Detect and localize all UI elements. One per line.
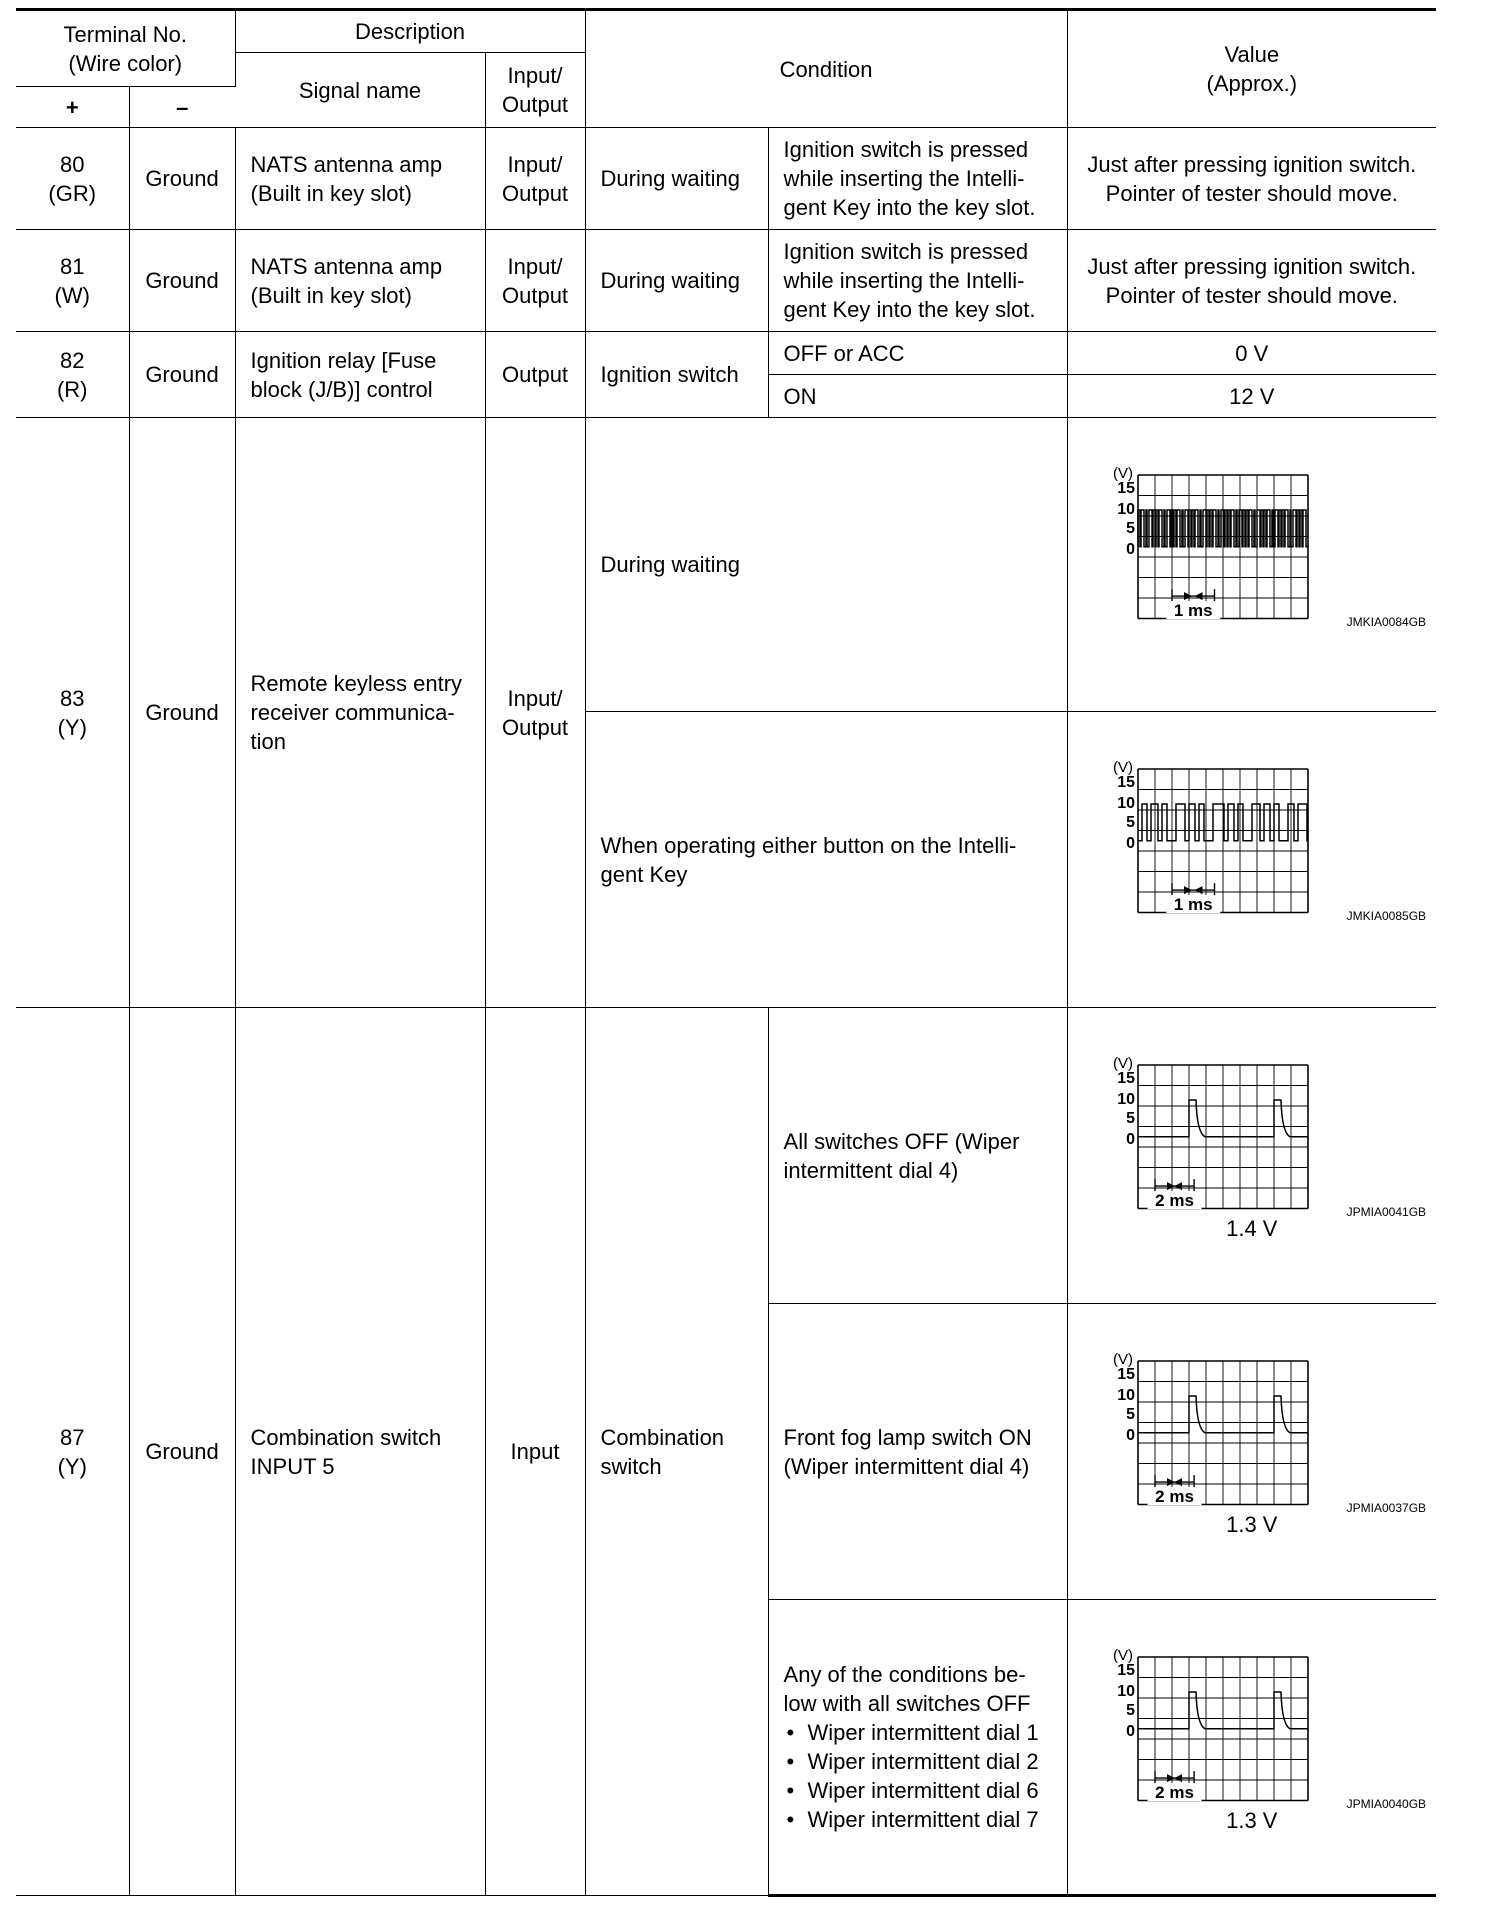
condition-cell: During waiting (585, 230, 768, 332)
figure-label: JPMIA0040GB (1346, 1797, 1427, 1811)
oscilloscope-graph (1108, 1645, 1338, 1820)
y-tick-label: 10 (1116, 1091, 1135, 1108)
y-tick-label: 10 (1116, 501, 1135, 518)
condition-intro: Any of the conditions be- low with all switches OFF (783, 1662, 1031, 1716)
ground-cell: Ground (129, 230, 235, 332)
time-scale-label: 1 ms (1173, 601, 1213, 621)
waveform-2ms-dial (1108, 1645, 1338, 1820)
y-tick-label: 0 (1125, 1427, 1135, 1444)
value-cell: 0 V (1067, 332, 1436, 375)
waveform-cell (1067, 712, 1436, 1008)
subcondition-cell: Front fog lamp switch ON (Wiper intermittent dial 4) (768, 1304, 1067, 1600)
oscilloscope-graph (1108, 1349, 1338, 1524)
table-row (16, 332, 1436, 375)
axis-unit-label: (V) (1112, 1055, 1133, 1072)
subcondition-cell: ON (768, 375, 1067, 418)
terminal-cell: 83 (Y) (16, 418, 129, 1008)
value-cell: Just after pressing ignition switch. Pointer of tester should move. (1067, 128, 1436, 230)
signal-cell: NATS antenna amp (Built in key slot) (235, 230, 485, 332)
table-row (16, 1008, 1436, 1304)
waveform-cell (1067, 418, 1436, 712)
time-marker-arrow (1184, 592, 1192, 600)
voltage-value: 1.4 V (1226, 1216, 1278, 1241)
header-minus: – (129, 87, 235, 128)
time-scale-label: 2 ms (1154, 1191, 1194, 1211)
voltage-value: 1.3 V (1226, 1512, 1278, 1537)
header-condition: Condition (585, 10, 1067, 128)
header-plus: + (16, 87, 129, 128)
waveform-cell (1067, 1008, 1436, 1304)
io-cell: Input (485, 1008, 585, 1896)
oscilloscope-graph (1108, 463, 1338, 638)
y-tick-label: 5 (1125, 1702, 1135, 1719)
condition-list (784, 1718, 1052, 1834)
value-cell: Just after pressing ignition switch. Pointer of tester should move. (1067, 230, 1436, 332)
axis-unit-label: (V) (1112, 1351, 1133, 1368)
y-tick-label: 15 (1116, 1662, 1135, 1679)
subcondition-cell: OFF or ACC (768, 332, 1067, 375)
terminal-cell: 87 (Y) (16, 1008, 129, 1896)
io-cell: Output (485, 332, 585, 418)
header-signal-name: Signal name (235, 53, 485, 128)
list-item: • Wiper intermittent dial 7 (784, 1805, 1052, 1834)
figure-label: JMKIA0084GB (1346, 615, 1427, 629)
io-cell: Input/ Output (485, 418, 585, 1008)
time-marker-arrow (1174, 1774, 1182, 1782)
header-value: Value (Approx.) (1067, 10, 1436, 128)
subcondition-cell: Ignition switch is pressed while inserting the Intelli- gent Key into the key slot. (768, 230, 1067, 332)
terminal-cell: 81 (W) (16, 230, 129, 332)
time-marker-arrow (1167, 1182, 1175, 1190)
figure-label: JPMIA0037GB (1346, 1501, 1427, 1515)
condition-cell: Combination switch (585, 1008, 768, 1896)
signal-cell: Remote keyless entry receiver communica- tion (235, 418, 485, 1008)
y-tick-label: 5 (1125, 520, 1135, 537)
oscilloscope-graph (1108, 1053, 1338, 1228)
y-tick-label: 0 (1125, 541, 1135, 558)
list-item: • Wiper intermittent dial 2 (784, 1747, 1052, 1776)
time-scale-label: 1 ms (1173, 895, 1213, 915)
terminal-table (16, 8, 1436, 1897)
header-input-output: Input/ Output (485, 53, 585, 128)
list-item: • Wiper intermittent dial 6 (784, 1776, 1052, 1805)
condition-cell: During waiting (585, 418, 1067, 712)
waveform-2ms-all-off (1108, 1053, 1338, 1228)
y-tick-label: 0 (1125, 1131, 1135, 1148)
time-marker-arrow (1194, 592, 1202, 600)
time-marker-arrow (1194, 886, 1202, 894)
oscilloscope-graph (1108, 757, 1338, 932)
y-tick-label: 0 (1125, 835, 1135, 852)
time-scale-label: 2 ms (1154, 1783, 1194, 1803)
table-row (16, 230, 1436, 332)
y-tick-label: 5 (1125, 1406, 1135, 1423)
signal-cell: NATS antenna amp (Built in key slot) (235, 128, 485, 230)
table-row (16, 418, 1436, 712)
terminal-cell: 80 (GR) (16, 128, 129, 230)
y-tick-label: 10 (1116, 1387, 1135, 1404)
time-marker-arrow (1184, 886, 1192, 894)
subcondition-cell: Ignition switch is pressed while inserting the Intelli- gent Key into the key slot. (768, 128, 1067, 230)
voltage-value: 1.3 V (1226, 1808, 1278, 1833)
io-cell: Input/ Output (485, 128, 585, 230)
time-marker-arrow (1167, 1774, 1175, 1782)
axis-unit-label: (V) (1112, 759, 1133, 776)
subcondition-cell (768, 1600, 1067, 1896)
ground-cell: Ground (129, 128, 235, 230)
time-scale-label: 2 ms (1154, 1487, 1194, 1507)
ground-cell: Ground (129, 418, 235, 1008)
axis-unit-label: (V) (1112, 1647, 1133, 1664)
time-marker-arrow (1174, 1182, 1182, 1190)
waveform-1ms-waiting (1108, 463, 1338, 638)
signal-cell: Combination switch INPUT 5 (235, 1008, 485, 1896)
axis-unit-label: (V) (1112, 465, 1133, 482)
y-tick-label: 5 (1125, 1110, 1135, 1127)
terminal-cell: 82 (R) (16, 332, 129, 418)
condition-cell: During waiting (585, 128, 768, 230)
signal-cell: Ignition relay [Fuse block (J/B)] control (235, 332, 485, 418)
time-marker-arrow (1174, 1478, 1182, 1486)
waveform-2ms-fog (1108, 1349, 1338, 1524)
y-tick-label: 5 (1125, 814, 1135, 831)
waveform-cell (1067, 1600, 1436, 1896)
y-tick-label: 10 (1116, 795, 1135, 812)
figure-label: JPMIA0041GB (1346, 1205, 1427, 1219)
y-tick-label: 15 (1116, 774, 1135, 791)
header-terminal: Terminal No. (Wire color) (16, 10, 235, 87)
y-tick-label: 10 (1116, 1683, 1135, 1700)
condition-cell: Ignition switch (585, 332, 768, 418)
ground-cell: Ground (129, 332, 235, 418)
figure-label: JMKIA0085GB (1346, 909, 1427, 923)
subcondition-cell: All switches OFF (Wiper intermittent dial 4) (768, 1008, 1067, 1304)
io-cell: Input/ Output (485, 230, 585, 332)
ground-cell: Ground (129, 1008, 235, 1896)
table-row (16, 128, 1436, 230)
y-tick-label: 15 (1116, 480, 1135, 497)
value-cell: 12 V (1067, 375, 1436, 418)
y-tick-label: 0 (1125, 1723, 1135, 1740)
y-tick-label: 15 (1116, 1366, 1135, 1383)
header-description: Description (235, 10, 585, 53)
list-item: • Wiper intermittent dial 1 (784, 1718, 1052, 1747)
y-tick-label: 15 (1116, 1070, 1135, 1087)
time-marker-arrow (1167, 1478, 1175, 1486)
condition-cell: When operating either button on the Intelli- gent Key (585, 712, 1067, 1008)
waveform-cell (1067, 1304, 1436, 1600)
waveform-1ms-button (1108, 757, 1338, 932)
